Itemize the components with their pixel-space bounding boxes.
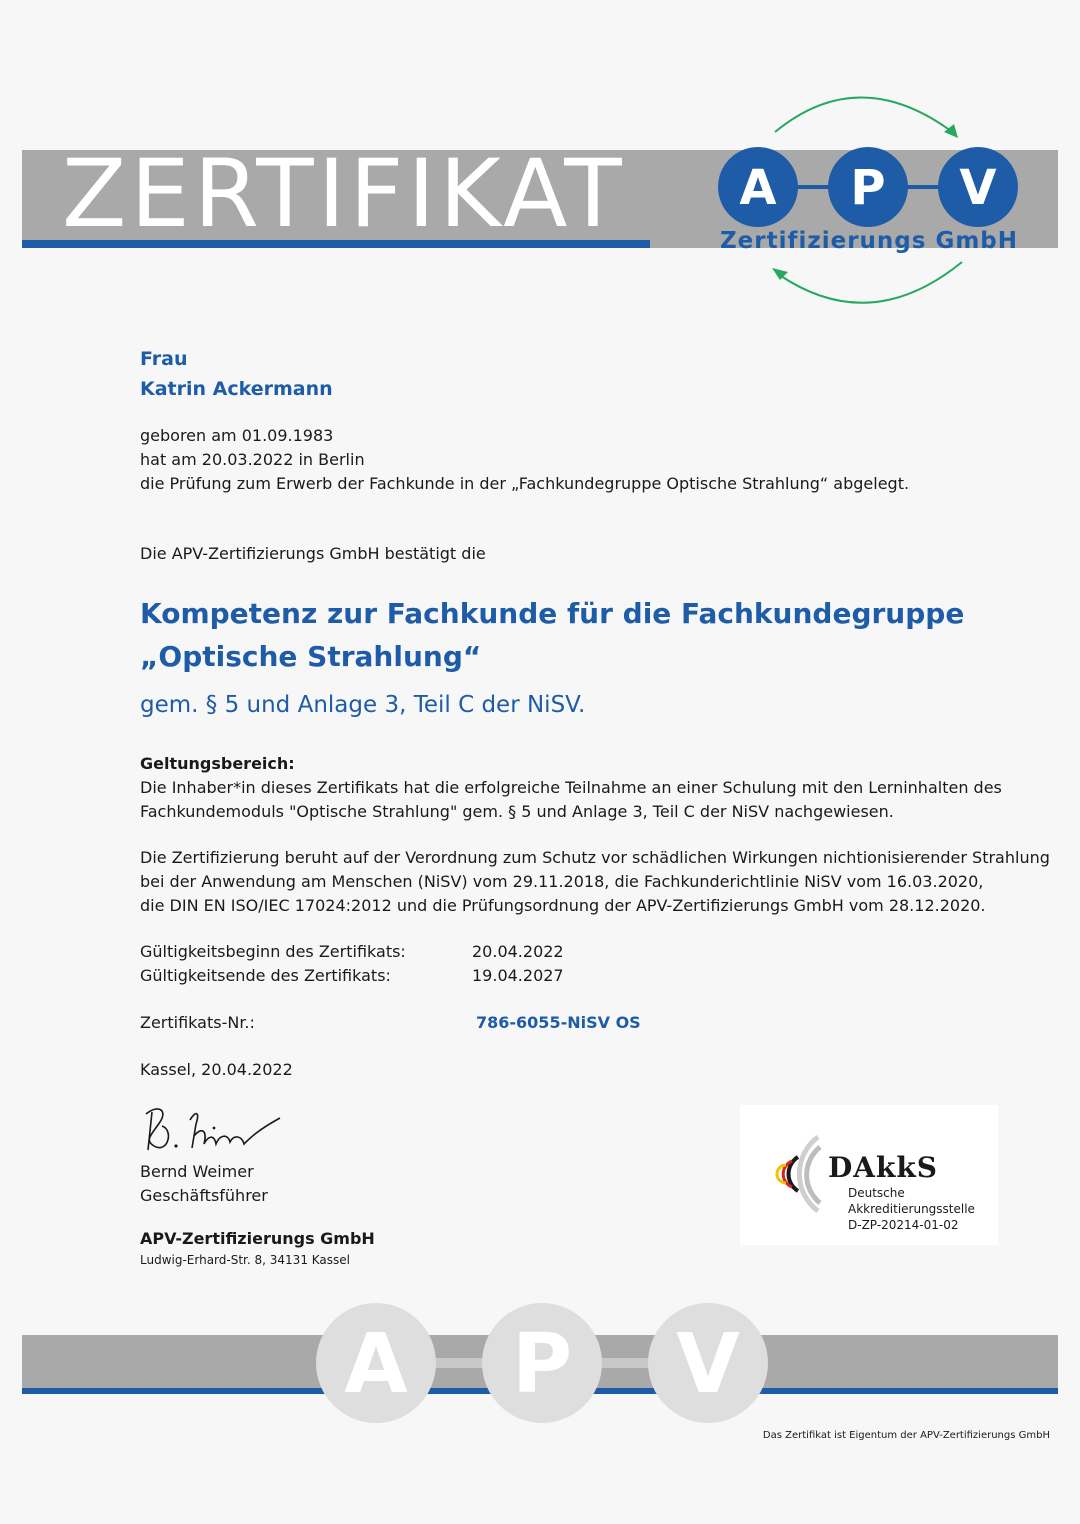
- exam-subject-line: die Prüfung zum Erwerb der Fachkunde in der „Fachkundegruppe Optische Strahlung“ abgelegt.: [140, 474, 910, 493]
- signature-image: [138, 1100, 288, 1162]
- logo-letter-a: A: [739, 160, 777, 216]
- validity-start-value: 20.04.2022: [472, 942, 564, 961]
- validity-section: [0, 940, 1080, 1040]
- basis-line3: die DIN EN ISO/IEC 17024:2012 und die Prüfungsordnung der APV-Zertifizierungs GmbH vom 28.12.2020.: [140, 896, 986, 915]
- basis-line2: bei der Anwendung am Menschen (NiSV) vom 29.11.2018, die Fachkunderichtlinie NiSV vom 16.03.2020,: [140, 872, 984, 891]
- recipient-block: [140, 344, 333, 404]
- validity-end-value: 19.04.2027: [472, 966, 564, 985]
- confirmation-text: Die APV-Zertifizierungs GmbH bestätigt die: [140, 544, 486, 563]
- validity-end-label: Gültigkeitsende des Zertifikats:: [140, 966, 391, 985]
- dakks-line3: D-ZP-20214-01-02: [848, 1218, 959, 1232]
- top-arrowhead-icon: [944, 124, 958, 138]
- footer-letter-v: V: [676, 1317, 740, 1412]
- dakks-text: [848, 1185, 975, 1233]
- scope-section: [140, 752, 1060, 824]
- logo-letter-p: P: [850, 160, 886, 216]
- dakks-accreditation-mark: [740, 1105, 998, 1245]
- exam-details: [140, 424, 1060, 496]
- basis-line1: Die Zertifizierung beruht auf der Verordnung zum Schutz vor schädlichen Wirkungen nichtionisierender Strahlung: [140, 848, 1050, 867]
- scope-line2: Fachkundemoduls "Optische Strahlung" gem. § 5 und Anlage 3, Teil C der NiSV nachgewiesen.: [140, 802, 894, 821]
- basis-section: [140, 846, 1060, 918]
- footer-letter-p: P: [511, 1317, 573, 1412]
- birth-date-line: geboren am 01.09.1983: [140, 426, 334, 445]
- certificate-title: ZERTIFIKAT: [62, 140, 626, 249]
- footer-apv-watermark: [310, 1302, 770, 1424]
- signatory-name: Bernd Weimer: [140, 1162, 254, 1181]
- place-date: Kassel, 20.04.2022: [140, 1060, 293, 1079]
- logo-letter-v: V: [959, 160, 997, 216]
- footer-ownership-note: Das Zertifikat ist Eigentum der APV-Zertifizierungs GmbH: [762, 1430, 1050, 1441]
- competence-title-line2: „Optische Strahlung“: [140, 640, 482, 673]
- company-name: APV-Zertifizierungs GmbH: [140, 1229, 375, 1248]
- footer-letter-a: A: [344, 1317, 408, 1412]
- scope-heading: Geltungsbereich:: [140, 754, 295, 773]
- certificate-number-value: 786-6055-NiSV OS: [476, 1013, 641, 1032]
- dakks-name: DAkkS: [828, 1151, 939, 1184]
- dakks-rings-icon: [758, 1119, 838, 1229]
- validity-start-label: Gültigkeitsbeginn des Zertifikats:: [140, 942, 406, 961]
- competence-title: [140, 592, 964, 678]
- top-arrow-icon: [775, 97, 955, 134]
- recipient-salutation: Frau: [140, 348, 188, 370]
- logo-subtitle: Zertifizierungs GmbH: [719, 228, 1019, 254]
- exam-date-line: hat am 20.03.2022 in Berlin: [140, 450, 365, 469]
- competence-title-line1: Kompetenz zur Fachkunde für die Fachkundegruppe: [140, 597, 965, 630]
- apv-logo: [700, 82, 1050, 322]
- competence-subtitle: gem. § 5 und Anlage 3, Teil C der NiSV.: [140, 692, 586, 718]
- signatory-role: Geschäftsführer: [140, 1186, 268, 1205]
- recipient-name: Katrin Ackermann: [140, 378, 333, 400]
- bottom-arrow-icon: [778, 262, 962, 303]
- dakks-line2: Akkreditierungsstelle: [848, 1202, 975, 1216]
- company-address: Ludwig-Erhard-Str. 8, 34131 Kassel: [140, 1253, 350, 1267]
- scope-line1: Die Inhaber*in dieses Zertifikats hat die erfolgreiche Teilnahme an einer Schulung mit den Lerninhalten des: [140, 778, 1002, 797]
- certificate-number-label: Zertifikats-Nr.:: [140, 1013, 255, 1032]
- dakks-line1: Deutsche: [848, 1186, 905, 1200]
